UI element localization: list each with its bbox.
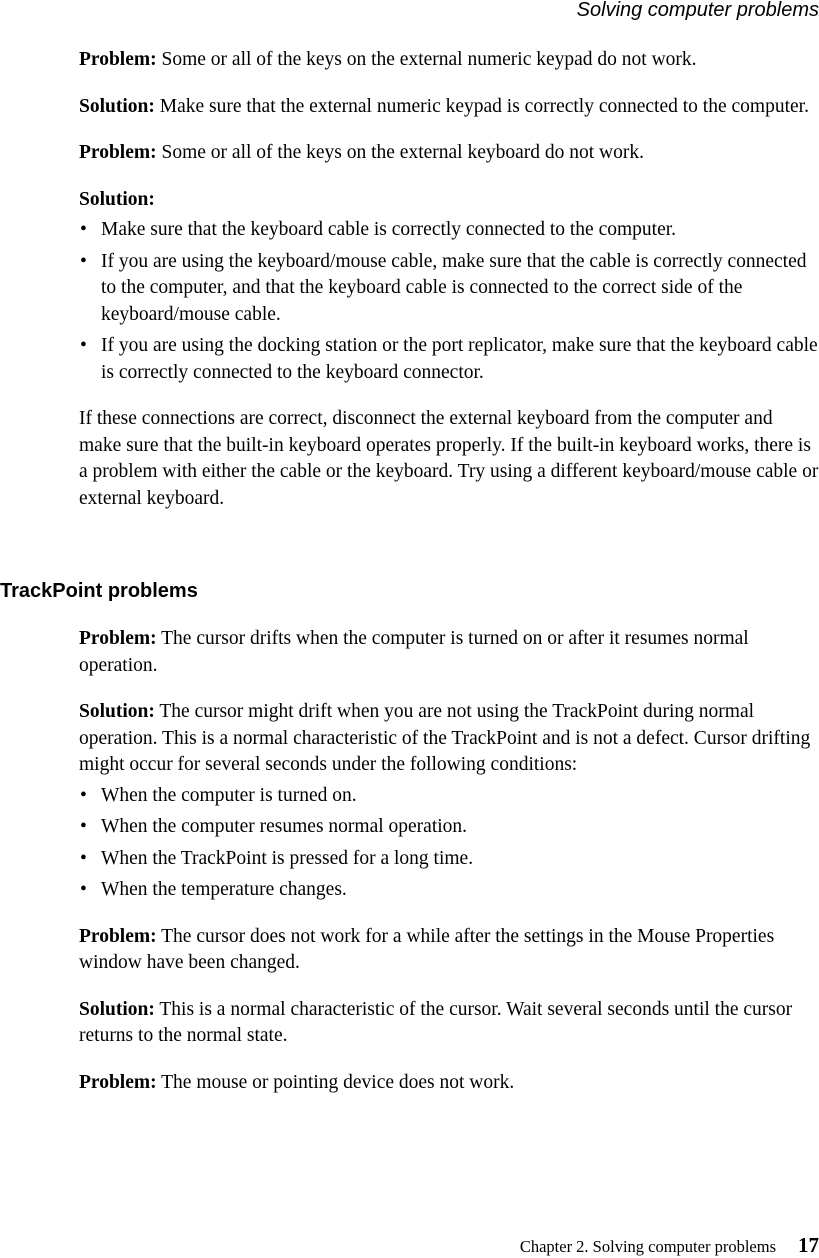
list-item — [79, 249, 819, 329]
conditions-bullet-list — [79, 783, 819, 904]
page-number: 17 — [798, 1233, 819, 1257]
solution-numeric-keypad — [79, 94, 819, 121]
solution-label: Solution: — [79, 188, 155, 210]
list-item — [79, 783, 819, 810]
footer-chapter-title: Chapter 2. Solving computer problems — [519, 1237, 776, 1256]
bullet-icon: • — [80, 335, 87, 356]
problem-numeric-keypad — [79, 47, 819, 74]
problem-label: Problem: — [79, 49, 157, 70]
list-item — [79, 814, 819, 841]
running-header: Solving computer problems — [576, 0, 819, 21]
list-item-text: When the computer resumes normal operation. — [101, 816, 468, 837]
problem-label: Problem: — [79, 1071, 157, 1093]
solution-cursor-drift — [79, 699, 819, 904]
problem-label: Problem: — [79, 628, 157, 649]
list-item-text: If you are using the docking station or the port replicator, make sure that the keyboard cable is correctly connected to the keyboard connector. — [101, 335, 818, 383]
bullet-icon: • — [80, 250, 87, 272]
bullet-icon: • — [80, 816, 87, 837]
bullet-icon: • — [80, 847, 87, 869]
problem-pointing-device — [79, 1070, 819, 1097]
problem-label: Problem: — [79, 142, 157, 163]
list-item-text: When the TrackPoint is pressed for a long time. — [101, 847, 474, 869]
list-item-text: When the temperature changes. — [101, 879, 347, 900]
section-heading-trackpoint: TrackPoint problems — [0, 580, 198, 602]
keyboard-closing-paragraph: If these connections are correct, disconnect the external keyboard from the computer and make sure that the built-in keyboard operates properly. If the built-in keyboard works, there is a problem with either the cable or the keyboard. Try using a different keyboard/mouse cable or external keyboard. — [79, 408, 819, 509]
list-item — [79, 846, 819, 873]
problem-text: Some or all of the keys on the external keyboard do not work. — [156, 142, 645, 163]
problem-text: The cursor drifts when the computer is turned on or after it resumes normal operation. — [79, 628, 749, 676]
list-item-text: If you are using the keyboard/mouse cable, make sure that the cable is correctly connected to the computer, and that the keyboard cable is connected to the correct side of the keyboard/mouse cable. — [101, 250, 807, 325]
list-item-text: Make sure that the keyboard cable is correctly connected to the computer. — [101, 219, 677, 240]
solution-text: Make sure that the external numeric keypad is correctly connected to the computer. — [154, 95, 809, 117]
problem-label: Problem: — [79, 925, 157, 947]
problem-text: The cursor does not work for a while after the settings in the Mouse Properties window have been changed. — [79, 925, 775, 973]
problem-cursor-drift — [79, 626, 819, 679]
bullet-icon: • — [80, 219, 87, 240]
solution-label: Solution: — [79, 95, 155, 117]
problem-text: Some or all of the keys on the external numeric keypad do not work. — [156, 49, 697, 70]
list-item — [79, 217, 819, 244]
list-item-text: When the computer is turned on. — [101, 784, 357, 806]
list-item — [79, 333, 819, 386]
solution-label: Solution: — [79, 701, 155, 722]
problem-cursor-not-working — [79, 924, 819, 977]
trackpoint-section — [79, 626, 819, 1096]
solution-text: The cursor might drift when you are not using the TrackPoint during normal operation. This is a normal characteristic of the TrackPoint and is not a defect. Cursor drifting might occur for several seconds under the following conditions: — [79, 701, 811, 775]
solution-cursor-not-working — [79, 997, 819, 1050]
problem-text: The mouse or pointing device does not work. — [156, 1071, 515, 1093]
page-footer — [520, 1233, 819, 1258]
problem-external-keyboard — [79, 140, 819, 167]
solution-bullet-list — [79, 217, 819, 386]
bullet-icon: • — [80, 879, 87, 900]
solution-label: Solution: — [79, 998, 155, 1020]
list-item — [79, 877, 819, 904]
bullet-icon: • — [80, 784, 87, 806]
solution-external-keyboard — [79, 187, 819, 387]
solution-text: This is a normal characteristic of the cursor. Wait several seconds until the cursor returns to the normal state. — [79, 998, 793, 1046]
keyboard-section — [79, 47, 819, 512]
